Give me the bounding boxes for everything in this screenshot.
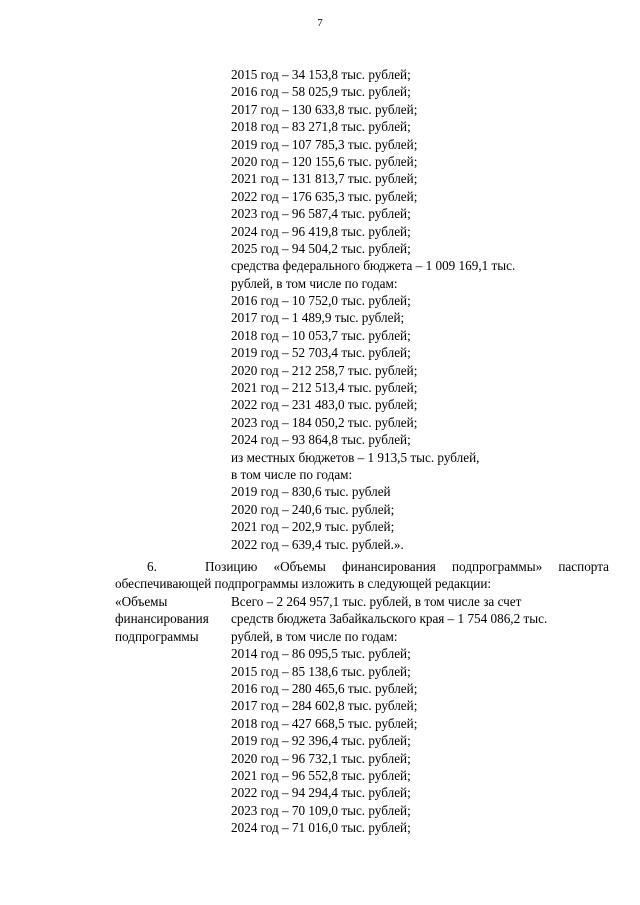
text-line: рублей, в том числе по годам:: [231, 628, 398, 644]
text-line: средства федерального бюджета – 1 009 169,1 тыс.: [231, 258, 516, 274]
page-number: 7: [317, 17, 323, 29]
paragraph-word: подпрограммы»: [451, 559, 543, 574]
paragraph-number: 6.: [147, 559, 157, 574]
text-line: 2020 год – 96 732,1 тыс. рублей;: [231, 750, 411, 766]
text-line: 2021 год – 131 813,7 тыс. рублей;: [231, 171, 418, 187]
text-line: из местных бюджетов – 1 913,5 тыс. рублей,: [231, 449, 480, 465]
paragraph-word: «Объемы: [273, 559, 326, 574]
text-line: 2021 год – 202,9 тыс. рублей;: [231, 519, 395, 535]
label-line: финансирования: [115, 611, 209, 627]
funding-by-year-block: [231, 66, 515, 553]
paragraph-word: паспорта: [558, 559, 609, 574]
text-line: рублей, в том числе по годам:: [231, 275, 398, 291]
text-line: 2020 год – 240,6 тыс. рублей;: [231, 501, 395, 517]
text-line: 2017 год – 1 489,9 тыс. рублей;: [231, 310, 405, 326]
label-line: подпрограммы: [115, 628, 199, 644]
text-line: Всего – 2 264 957,1 тыс. рублей, в том числе за счет: [231, 594, 522, 609]
text-line: 2022 год – 639,4 тыс. рублей.».: [231, 536, 404, 552]
funding-volume-block: [231, 593, 547, 836]
text-line: 2023 год – 96 587,4 тыс. рублей;: [231, 206, 411, 222]
text-line: 2016 год – 280 465,6 тыс. рублей;: [231, 680, 418, 696]
text-line: 2017 год – 130 633,8 тыс. рублей;: [231, 101, 418, 117]
text-line: 2016 год – 10 752,0 тыс. рублей;: [231, 293, 411, 309]
text-line: 2018 год – 427 668,5 тыс. рублей;: [231, 715, 418, 731]
text-line: 2024 год – 93 864,8 тыс. рублей;: [231, 432, 411, 448]
text-line: 2019 год – 830,6 тыс. рублей: [231, 484, 391, 500]
funding-volume-label: [115, 593, 209, 645]
text-line: 2023 год – 184 050,2 тыс. рублей;: [231, 414, 418, 430]
text-line: 2024 год – 96 419,8 тыс. рублей;: [231, 223, 411, 239]
text-line: 2020 год – 212 258,7 тыс. рублей;: [231, 362, 418, 378]
text-line: 2020 год – 120 155,6 тыс. рублей;: [231, 153, 418, 169]
text-line: 2015 год – 85 138,6 тыс. рублей;: [231, 663, 411, 679]
text-line: 2018 год – 83 271,8 тыс. рублей;: [231, 119, 411, 135]
text-line: 2015 год – 34 153,8 тыс. рублей;: [231, 67, 411, 82]
text-line: 2023 год – 70 109,0 тыс. рублей;: [231, 802, 411, 818]
text-line: 2014 год – 86 095,5 тыс. рублей;: [231, 646, 411, 662]
paragraph-6-first-line: [205, 558, 609, 575]
paragraph-word: Позицию: [205, 559, 258, 574]
text-line: в том числе по годам:: [231, 466, 353, 482]
text-line: 2019 год – 52 703,4 тыс. рублей;: [231, 345, 411, 361]
text-line: 2021 год – 96 552,8 тыс. рублей;: [231, 767, 411, 783]
text-line: 2022 год – 94 294,4 тыс. рублей;: [231, 785, 411, 801]
text-line: 2025 год – 94 504,2 тыс. рублей;: [231, 240, 411, 256]
text-line: 2019 год – 107 785,3 тыс. рублей;: [231, 136, 418, 152]
text-line: 2024 год – 71 016,0 тыс. рублей;: [231, 820, 411, 836]
paragraph-word: финансирования: [342, 559, 436, 574]
label-line: «Объемы: [115, 594, 168, 609]
text-line: средств бюджета Забайкальского края – 1 754 086,2 тыс.: [231, 611, 548, 627]
text-line: 2021 год – 212 513,4 тыс. рублей;: [231, 380, 418, 396]
paragraph-6: [115, 558, 609, 593]
paragraph-6-second-line: обеспечивающей подпрограммы изложить в следующей редакции:: [115, 576, 492, 592]
text-line: 2017 год – 284 602,8 тыс. рублей;: [231, 698, 418, 714]
text-line: 2022 год – 231 483,0 тыс. рублей;: [231, 397, 418, 413]
text-line: 2016 год – 58 025,9 тыс. рублей;: [231, 84, 411, 100]
text-line: 2019 год – 92 396,4 тыс. рублей;: [231, 733, 411, 749]
text-line: 2018 год – 10 053,7 тыс. рублей;: [231, 327, 411, 343]
text-line: 2022 год – 176 635,3 тыс. рублей;: [231, 188, 418, 204]
